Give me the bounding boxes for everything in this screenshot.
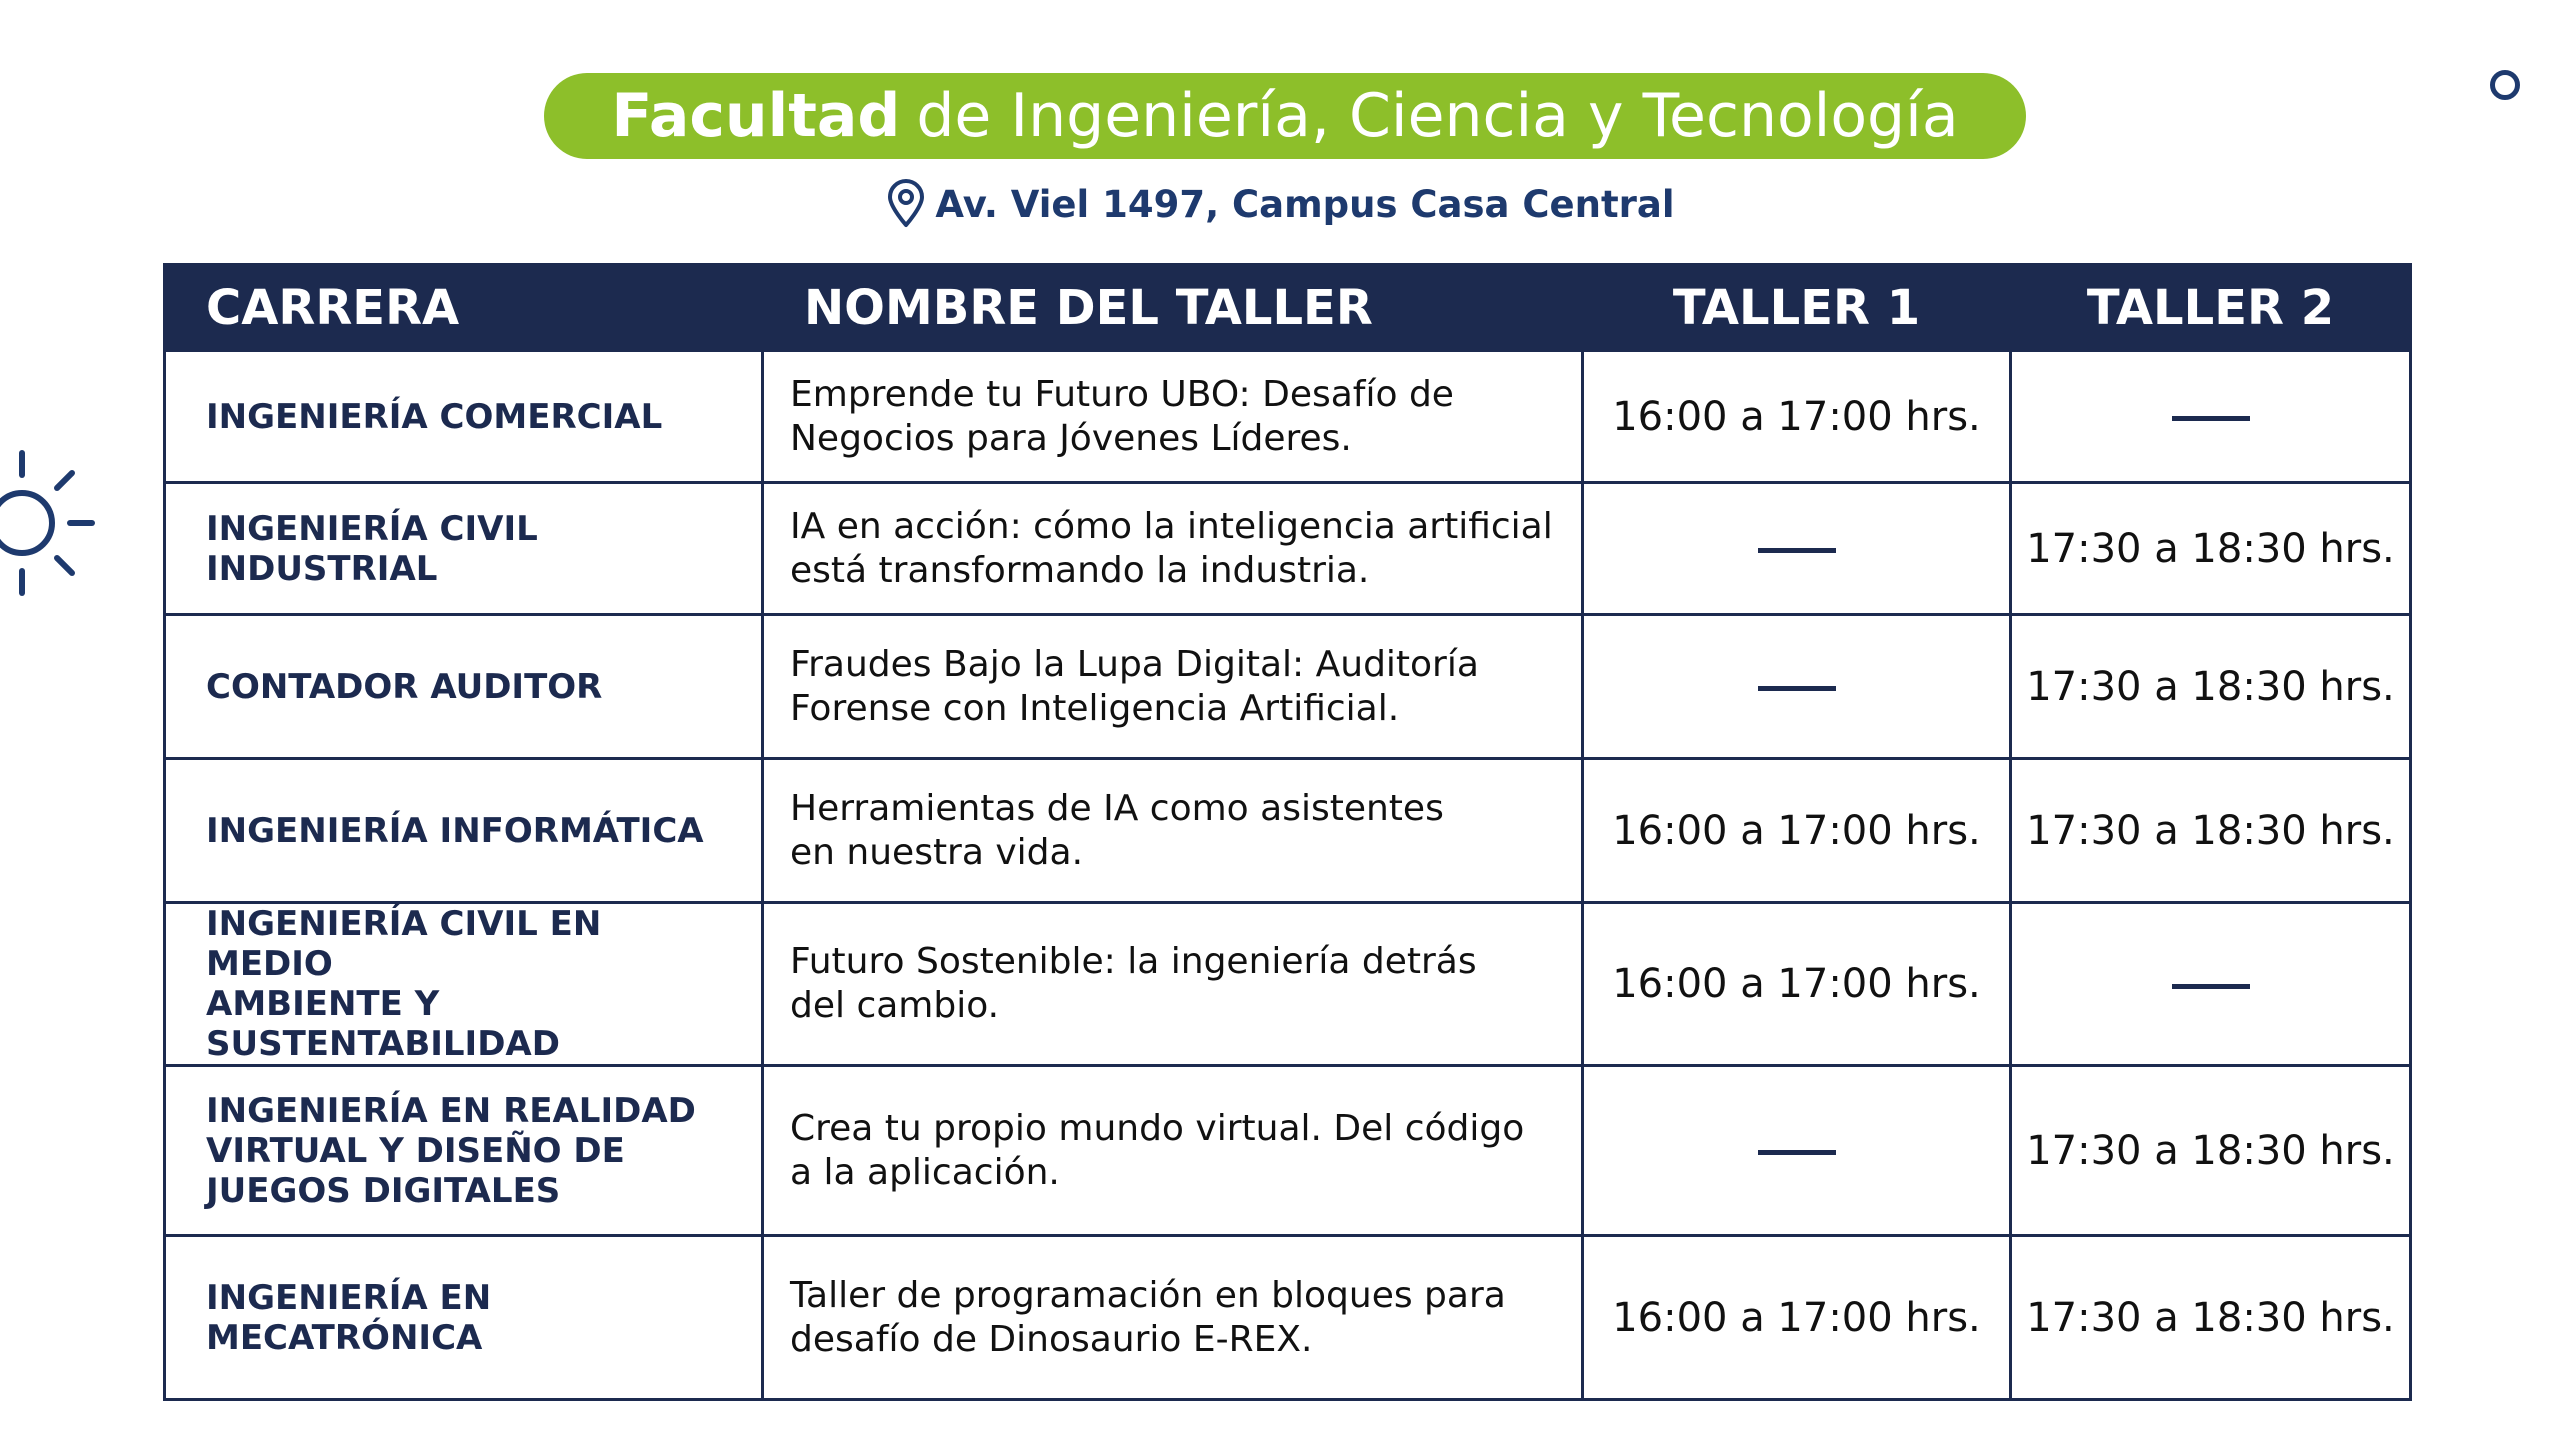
workshop-name-line: Taller de programación en bloques para (790, 1274, 1506, 1316)
workshop-name-cell (763, 351, 1583, 483)
workshop-name-line: Herramientas de IA como asistentes (790, 787, 1444, 829)
time-range: 16:00 a 17:00 hrs. (1612, 393, 1981, 440)
workshop-name-cell (763, 1066, 1583, 1236)
career-cell (165, 1066, 763, 1236)
workshop-name-line: Fraudes Bajo la Lupa Digital: Auditoría (790, 643, 1479, 685)
workshop-name-line: Negocios para Jóvenes Líderes. (790, 417, 1352, 459)
table-row (165, 759, 2411, 903)
time-range: 16:00 a 17:00 hrs. (1612, 1294, 1981, 1341)
workshop-name-cell (763, 759, 1583, 903)
taller-1-time-cell (1583, 1236, 2011, 1400)
taller-1-time-cell (1583, 1066, 2011, 1236)
campus-address (0, 174, 2560, 234)
taller-1-time-cell (1583, 483, 2011, 615)
taller-1-time-cell (1583, 351, 2011, 483)
workshop-name-cell (763, 615, 1583, 759)
career-name-line: INGENIERÍA CIVIL EN MEDIO (206, 904, 602, 984)
header-nombre-del-taller: NOMBRE DEL TALLER (763, 265, 1583, 351)
faculty-title (544, 73, 2026, 159)
career-name-line: VIRTUAL Y DISEÑO DE (206, 1130, 625, 1171)
time-range: 17:30 a 18:30 hrs. (2026, 807, 2395, 854)
sun-icon (0, 448, 100, 598)
taller-2-time-cell (2011, 903, 2411, 1066)
workshop-name-line: Crea tu propio mundo virtual. Del código (790, 1107, 1525, 1149)
workshop-name-line: del cambio. (790, 985, 1000, 1026)
workshop-name-line: Futuro Sostenible: la ingeniería detrás (790, 941, 1477, 982)
career-name-line: INGENIERÍA EN REALIDAD (206, 1090, 696, 1131)
workshop-name-line: Emprende tu Futuro UBO: Desafío de (790, 373, 1454, 415)
career-name-line: AMBIENTE Y SUSTENTABILIDAD (206, 984, 560, 1064)
map-pin-icon (885, 179, 927, 229)
taller-1-time-cell (1583, 759, 2011, 903)
time-range: 17:30 a 18:30 hrs. (2026, 1294, 2395, 1341)
table-row (165, 1236, 2411, 1400)
career-cell (165, 903, 763, 1066)
header-taller-2: TALLER 2 (2011, 265, 2411, 351)
time-range: 17:30 a 18:30 hrs. (2026, 1127, 2395, 1174)
time-range: 17:30 a 18:30 hrs. (2026, 663, 2395, 710)
taller-2-time-cell (2011, 1236, 2411, 1400)
career-name-line: JUEGOS DIGITALES (206, 1170, 561, 1211)
career-cell (165, 483, 763, 615)
workshop-name-line: IA en acción: cómo la inteligencia artificial (790, 505, 1553, 547)
decorative-circle-icon (2490, 70, 2520, 100)
taller-1-time-cell (1583, 903, 2011, 1066)
table-header-row (165, 265, 2411, 351)
no-session-dash-icon (2172, 416, 2250, 421)
workshop-name-cell (763, 903, 1583, 1066)
faculty-title-rest: de Ingeniería, Ciencia y Tecnología (916, 81, 1959, 151)
career-cell (165, 759, 763, 903)
no-session-dash-icon (1758, 548, 1836, 553)
taller-2-time-cell (2011, 351, 2411, 483)
header-carrera: CARRERA (165, 265, 763, 351)
workshop-name-line: en nuestra vida. (790, 831, 1084, 873)
career-cell (165, 615, 763, 759)
career-name-line: INGENIERÍA COMERCIAL (206, 396, 663, 437)
workshop-name-line: a la aplicación. (790, 1151, 1060, 1193)
table-row (165, 615, 2411, 759)
workshop-name-cell (763, 1236, 1583, 1400)
time-range: 16:00 a 17:00 hrs. (1612, 961, 1981, 1007)
workshop-name-line: desafío de Dinosaurio E-REX. (790, 1318, 1313, 1360)
workshop-name-cell (763, 483, 1583, 615)
no-session-dash-icon (1758, 686, 1836, 691)
taller-2-time-cell (2011, 759, 2411, 903)
workshop-schedule-table (163, 263, 2412, 1401)
taller-1-time-cell (1583, 615, 2011, 759)
taller-2-time-cell (2011, 615, 2411, 759)
table-row (165, 351, 2411, 483)
table-row (165, 1066, 2411, 1236)
no-session-dash-icon (1758, 1150, 1836, 1155)
taller-2-time-cell (2011, 1066, 2411, 1236)
career-name-line: INGENIERÍA INFORMÁTICA (206, 810, 704, 851)
campus-address-text: Av. Viel 1497, Campus Casa Central (935, 182, 1675, 226)
workshop-name-line: está transformando la industria. (790, 549, 1370, 591)
faculty-title-bold: Facultad (611, 81, 901, 151)
career-cell (165, 351, 763, 483)
no-session-dash-icon (2172, 984, 2250, 989)
table-row (165, 483, 2411, 615)
time-range: 16:00 a 17:00 hrs. (1612, 807, 1981, 854)
workshop-name-line: Forense con Inteligencia Artificial. (790, 687, 1400, 729)
header-taller-1: TALLER 1 (1583, 265, 2011, 351)
career-name-line: CONTADOR AUDITOR (206, 666, 603, 707)
career-name-line: INGENIERÍA CIVIL INDUSTRIAL (206, 508, 538, 589)
taller-2-time-cell (2011, 483, 2411, 615)
table-row (165, 903, 2411, 1066)
career-cell (165, 1236, 763, 1400)
time-range: 17:30 a 18:30 hrs. (2026, 525, 2395, 572)
career-name-line: INGENIERÍA EN MECATRÓNICA (206, 1277, 492, 1358)
